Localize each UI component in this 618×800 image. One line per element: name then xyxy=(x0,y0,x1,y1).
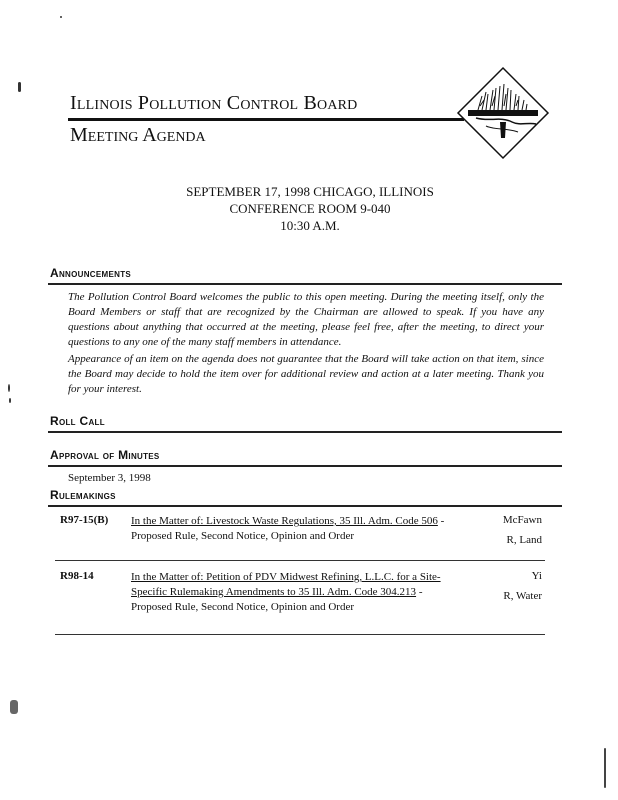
board-member: McFawn xyxy=(502,514,542,526)
announcements-heading: Announcements xyxy=(50,266,132,280)
section-divider xyxy=(48,283,562,285)
meeting-date-location: SEPTEMBER 17, 1998 CHICAGO, ILLINOIS xyxy=(186,184,434,199)
meeting-room: CONFERENCE ROOM 9-040 xyxy=(229,201,391,216)
rulemaking-description xyxy=(131,514,461,544)
rulemaking-category: R, Water xyxy=(503,590,542,602)
rulemakings-heading: Rulemakings xyxy=(50,488,116,502)
row-divider xyxy=(55,560,545,561)
rulemaking-title-link[interactable]: In the Matter of: Livestock Waste Regulations, 35 Ill. Adm. Code 506 xyxy=(131,515,438,527)
header-divider xyxy=(68,118,464,121)
board-member: Yi xyxy=(531,570,542,582)
rulemaking-description xyxy=(131,570,461,615)
board-logo-icon xyxy=(456,66,550,160)
row-divider xyxy=(55,634,545,635)
document-title: Meeting Agenda xyxy=(70,124,206,146)
approval-of-minutes-heading: Approval of Minutes xyxy=(50,448,160,462)
rulemaking-id: R97-15(B) xyxy=(60,514,109,526)
board-name: Illinois Pollution Control Board xyxy=(70,92,358,114)
rulemaking-action: - Proposed Rule, Second Notice, Opinion and Order xyxy=(131,586,423,613)
meeting-time: 10:30 A.M. xyxy=(280,218,340,233)
rulemaking-category: R, Land xyxy=(506,534,542,546)
announcement-paragraph-1: The Pollution Control Board welcomes the public to this open meeting. During the meeting itself, only the Board Members or staff that are recognized by the Chairman are allowed to speak. If you have any questions about anything that occurred at the meeting, please feel free, after the meeting, to direct your questions to any one of the many staff members in attendance. xyxy=(68,291,544,348)
minutes-date: September 3, 1998 xyxy=(68,472,151,484)
announcement-paragraph-2: Appearance of an item on the agenda does not guarantee that the Board will take action on that item, since the Board may decide to hold the item over for additional review and action at a later meeting. Thank you for your interest. xyxy=(68,353,544,395)
rulemaking-title-link[interactable]: In the Matter of: Petition of PDV Midwest Refining, L.L.C. for a Site-Specific Rulemaking Amendments to 35 Ill. Adm. Code 304.213 xyxy=(131,571,441,598)
section-divider xyxy=(48,465,562,467)
section-divider xyxy=(48,505,562,507)
roll-call-heading: Roll Call xyxy=(50,414,105,428)
section-divider xyxy=(48,431,562,433)
rulemaking-id: R98-14 xyxy=(60,570,94,582)
rulemaking-action: - Proposed Rule, Second Notice, Opinion and Order xyxy=(131,515,445,542)
